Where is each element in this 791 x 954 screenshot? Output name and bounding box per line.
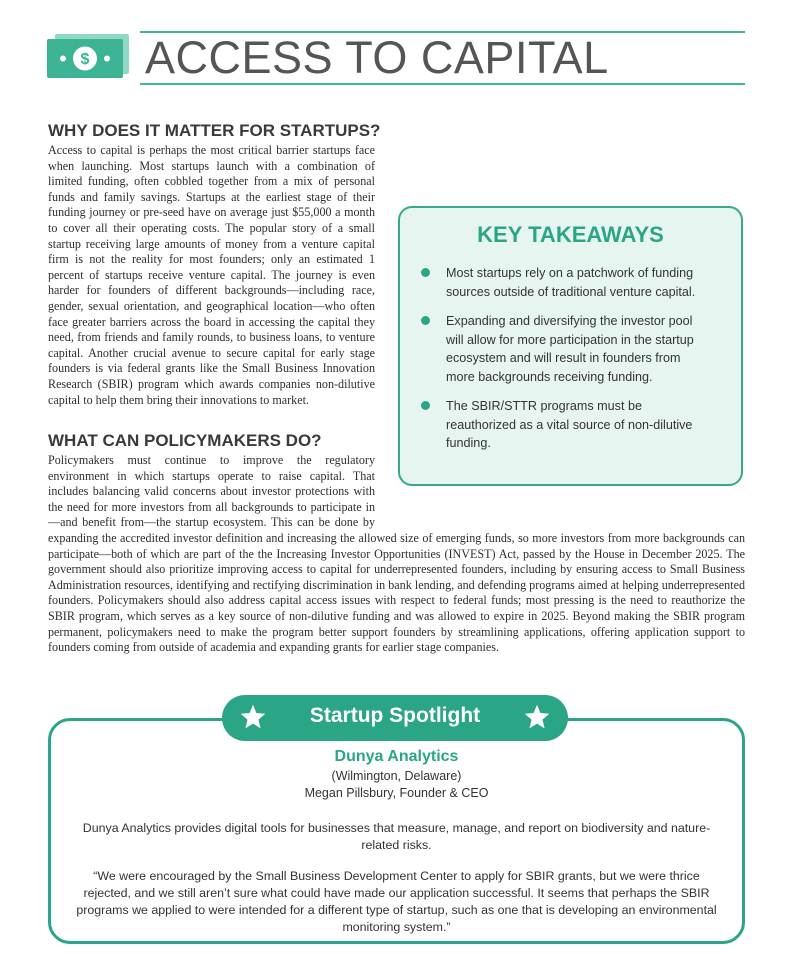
takeaway-text: Expanding and diversifying the investor pool will allow for more participation in the startup ecosystem and will result in founders from more backgrounds receiving funding. [446, 314, 694, 384]
bullet-icon [421, 401, 430, 410]
bullet-icon [421, 268, 430, 277]
founder-quote: “We were encouraged by the Small Business Development Center to apply for SBIR grants, but we were thrice rejected, and we still aren’t sure what could have made our application successful. It seems that perhaps the SBIR programs we applied to were intended for a different type of startup, such as one that is developing an environmental monitoring system.” [76, 869, 717, 934]
company-description: Dunya Analytics provides digital tools for businesses that measure, manage, and report on biodiversity and nature-related risks. [82, 821, 711, 852]
section-body-policymakers-text: Policymakers must continue to improve the regulatory environment in which startups operate to raise capital. That includes balancing valid concerns about investor protections with the need for more investors from all backgrounds to participate in—and benefit from—the startup ecosystem. This can be done by expanding the accredited investor definition and increasing the allowed size of emerging funds, so more investors from more backgrounds can participate—both of which are part of the the Increasing Investor Opportunities (INVEST) Act, passed by the House in December 2025. The government should also prioritize improving access to capital for underrepresented founders, including by ensuring access to Small Business Administration resources, identifying and rectifying discrimination in bank lending, and defending programs aimed at helping underrepresented founders. Policymakers should also address capital access issues with respect to federal funds; most pressing is the need to reauthorize the SBIR program, which serves as a key source of non-dilutive funding and was allowed to expire in 2025. Beyond making the SBIR program permanent, policymakers need to make the program better support founders by streamlining applications, offering application support to founders coming from outside of academia and expanding grants for earlier stage companies. [48, 453, 745, 655]
bullet-icon [421, 316, 430, 325]
star-icon [523, 703, 551, 731]
section-body-why-text: Access to capital is perhaps the most critical barrier startups face when launching. Most startups launch with a combination of limited funding, often cobbled together from a mix of personal funds and family savings. Startups at the earliest stage of their funding journey or pre-seed have on average just $55,000 a month to cover all their operating costs. The popular story of a small startup receiving large amounts of money from a venture capital firm is not the reality for most founders; only an estimated 1 percent of startups receive venture capital. The journey is even harder for founders of different backgrounds—including race, gender, sexual orientation, and geographical location—who often face greater barriers across the board in accessing the capital they need, from friends and family rounds, to business loans, to venture capital. Another crucial avenue to secure capital for early stage founders is via federal grants like the Small Business Innovation Research (SBIR) program which awards companies non-dilutive capital to help them bring their innovations to market. [48, 143, 375, 407]
page-title: ACCESS TO CAPITAL [145, 32, 609, 83]
company-founder: Megan Pillsbury, Founder & CEO [304, 786, 489, 800]
svg-text:$: $ [80, 51, 90, 68]
section-heading-policymakers: WHAT CAN POLICYMAKERS DO? [48, 431, 322, 450]
takeaway-item [400, 312, 741, 386]
key-takeaways-box [398, 206, 743, 486]
takeaway-text: Most startups rely on a patchwork of funding sources outside of traditional venture capital. [446, 266, 696, 299]
takeaway-item [400, 264, 741, 301]
startup-spotlight-banner [222, 695, 568, 741]
takeaway-item [400, 397, 741, 453]
key-takeaways-list [400, 264, 741, 453]
section-heading-why: WHY DOES IT MATTER FOR STARTUPS? [48, 121, 381, 140]
money-bill-icon [47, 34, 129, 78]
company-location: (Wilmington, Delaware) [331, 769, 462, 783]
startup-spotlight-title: Startup Spotlight [309, 704, 481, 727]
takeaway-text: The SBIR/STTR programs must be reauthorized as a vital source of non-dilutive funding. [446, 399, 693, 450]
key-takeaways-title: KEY TAKEAWAYS [477, 222, 664, 247]
company-name: Dunya Analytics [334, 748, 459, 765]
